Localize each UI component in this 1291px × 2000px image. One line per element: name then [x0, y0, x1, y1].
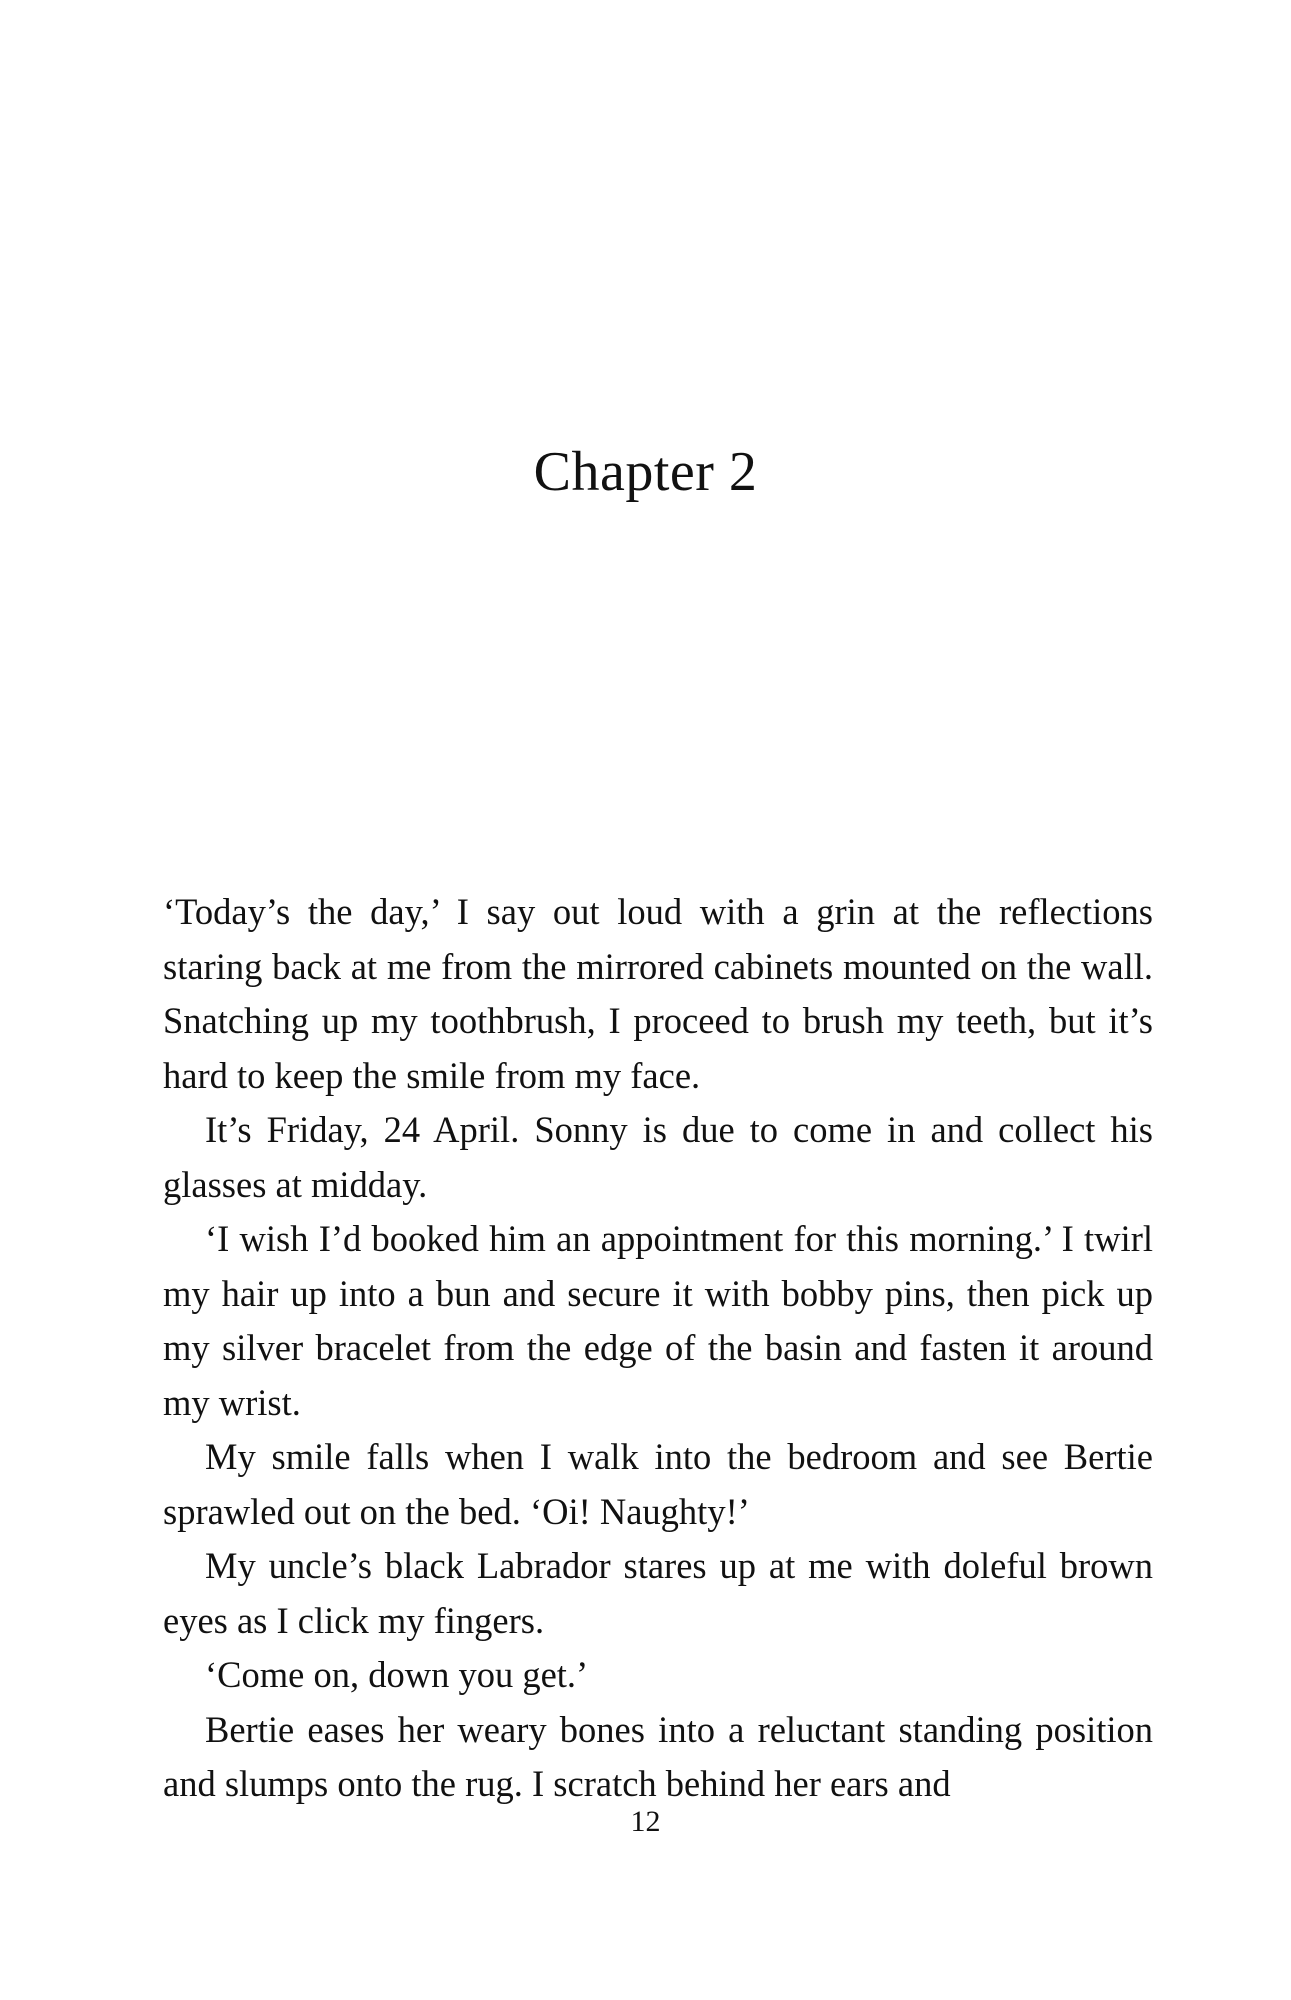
paragraph: ‘I wish I’d booked him an appointment for this morning.’ I twirl my hair up into a bun and secure it with bobby pins, then pick up my silver bracelet from the edge of the basin and fasten it around my wrist. [163, 1218, 1153, 1423]
paragraph: Bertie eases her weary bones into a reluctant standing position and slumps onto the rug. I scratch behind her ears and [163, 1708, 1153, 1804]
page-number: 12 [630, 1805, 661, 1838]
paragraph: My uncle’s black Labrador stares up at me with doleful brown eyes as I click my fingers. [163, 1545, 1153, 1641]
chapter-title: Chapter 2 [533, 441, 758, 503]
paragraph: ‘Today’s the day,’ I say out loud with a grin at the reflections staring back at me from the mirrored cabinets mounted on the wall. Snatching up my toothbrush, I proceed to brush my teeth, but it’s hard to keep the smile from my face. [163, 891, 1153, 1096]
paragraph: ‘Come on, down you get.’ [205, 1654, 589, 1695]
paragraph: It’s Friday, 24 April. Sonny is due to come in and collect his glasses at midday. [163, 1109, 1153, 1205]
paragraph: My smile falls when I walk into the bedroom and see Bertie sprawled out on the bed. ‘Oi! Naughty!’ [163, 1436, 1153, 1532]
body-text [163, 885, 1153, 1812]
